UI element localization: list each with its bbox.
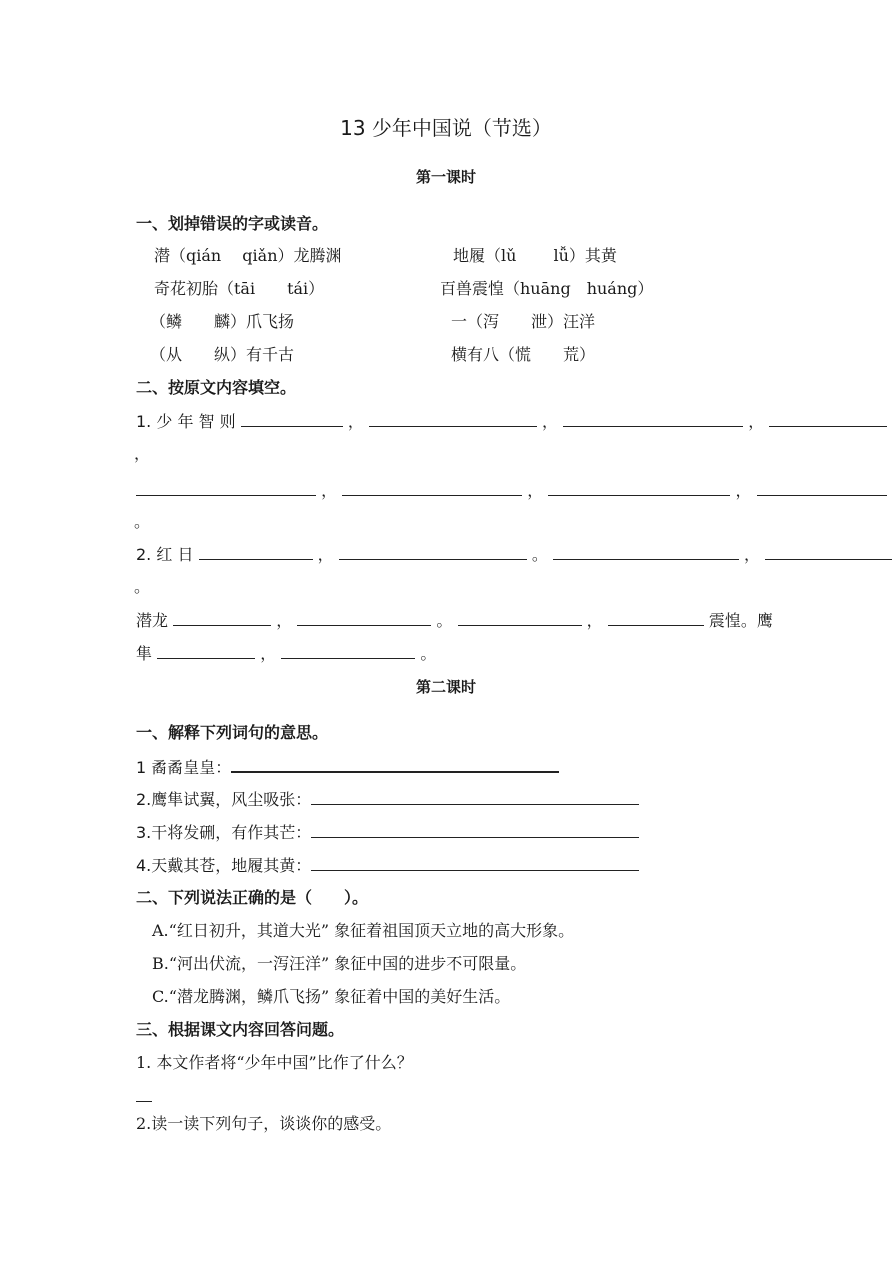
comma: ， <box>542 412 559 431</box>
blank-field[interactable] <box>545 756 559 773</box>
explain-item <box>136 822 639 843</box>
pinyin-item[interactable]: 奇花初胎（tāi tái） <box>154 279 325 298</box>
explain-item <box>136 855 639 876</box>
comma: ， <box>586 611 603 630</box>
blank-field[interactable] <box>625 789 639 805</box>
blank-field[interactable] <box>199 544 313 560</box>
blank-field[interactable] <box>157 643 255 659</box>
blank-field[interactable] <box>769 411 887 427</box>
comma: ， <box>317 545 334 564</box>
blank-field[interactable] <box>625 822 639 838</box>
comma: ， <box>748 412 765 431</box>
period: 。 <box>436 611 453 630</box>
char-item[interactable]: 横有八（慌 荒） <box>451 345 596 364</box>
l1-q1-title: 一、划掉错误的字或读音。 <box>136 214 329 233</box>
l2-q2-title: 二、下列说法正确的是（ ）。 <box>136 888 369 907</box>
char-item[interactable]: （鳞 麟）爪飞扬 <box>150 312 295 331</box>
comma: ， <box>321 481 338 500</box>
blank-field[interactable] <box>369 411 537 427</box>
period: 。 <box>134 512 151 531</box>
line-start-text: 1. 少 年 智 则 <box>136 412 236 431</box>
blank-field[interactable] <box>765 544 892 560</box>
question-item: 2.读一读下列句子，谈谈你的感受。 <box>136 1114 392 1133</box>
explain-label: 2.鹰隼试翼，风尘吸张： <box>136 790 312 809</box>
blank-field[interactable] <box>311 855 463 871</box>
l2-q3-title: 三、根据课文内容回答问题。 <box>136 1020 345 1039</box>
comma: ， <box>735 481 752 500</box>
fill-line-2 <box>136 480 887 501</box>
lesson-1-heading: 第一课时 <box>415 168 476 186</box>
blank-field[interactable] <box>311 822 463 838</box>
question-item: 1. 本文作者将“少年中国”比作了什么？ <box>136 1053 413 1072</box>
fill-line-5 <box>136 610 773 631</box>
pinyin-item[interactable]: 百兽震惶（huāng huáng） <box>440 279 654 298</box>
blank-field[interactable] <box>173 610 271 626</box>
blank-field[interactable] <box>311 789 463 805</box>
comma: ， <box>527 481 544 500</box>
blank-field[interactable] <box>342 480 522 496</box>
explain-item <box>136 756 559 778</box>
comma: ， <box>744 545 761 564</box>
blank-field[interactable] <box>553 544 739 560</box>
line-mid-text: 震惶。鹰 <box>708 611 773 630</box>
comma: ， <box>260 644 277 663</box>
blank-field[interactable] <box>231 756 383 773</box>
comma: ， <box>134 444 151 463</box>
blank-field[interactable] <box>241 411 343 427</box>
blank-field[interactable] <box>281 643 415 659</box>
line-start-text: 2. 红 日 <box>136 545 194 564</box>
blank-field[interactable] <box>339 544 527 560</box>
fill-line-1 <box>136 411 887 432</box>
comma: ， <box>276 611 293 630</box>
pinyin-item[interactable]: 地履（lǔ lǚ）其黄 <box>453 246 617 265</box>
explain-label: 4.天戴其苍，地履其黄： <box>136 856 312 875</box>
period: 。 <box>134 577 151 596</box>
l1-q2-title: 二、按原文内容填空。 <box>136 378 297 397</box>
fill-line-6 <box>136 643 436 664</box>
blank-field[interactable] <box>297 610 431 626</box>
explain-label: 1 矞矞皇皇： <box>136 758 232 777</box>
line-start-text: 潜龙 <box>136 611 169 630</box>
blank-field[interactable] <box>383 756 545 773</box>
blank-field[interactable] <box>608 610 704 626</box>
blank-field[interactable] <box>548 480 730 496</box>
blank-field[interactable] <box>463 789 625 805</box>
char-item[interactable]: 一（泻 泄）汪洋 <box>451 312 596 331</box>
blank-field[interactable] <box>463 822 625 838</box>
blank-field[interactable] <box>136 480 316 496</box>
char-item[interactable]: （从 纵）有千古 <box>150 345 295 364</box>
comma: ， <box>347 412 364 431</box>
fill-line-3 <box>136 544 892 565</box>
choice-option-a[interactable]: A.“红日初升，其道大光” 象征着祖国顶天立地的高大形象。 <box>152 921 575 940</box>
explain-label: 3.干将发硎，有作其芒： <box>136 823 312 842</box>
line-start-text: 隼 <box>136 644 153 663</box>
lesson-2-heading: 第二课时 <box>415 678 476 696</box>
worksheet-title: 13 少年中国说（节选） <box>340 116 552 140</box>
l2-q1-title: 一、解释下列词句的意思。 <box>136 723 329 742</box>
blank-field[interactable] <box>757 480 887 496</box>
blank-field[interactable] <box>463 855 625 871</box>
period: 。 <box>420 644 437 663</box>
period: 。 <box>531 545 548 564</box>
pinyin-item[interactable]: 潜（qián qiǎn）龙腾渊 <box>154 246 342 265</box>
choice-option-b[interactable]: B.“河出伏流，一泻汪洋” 象征中国的进步不可限量。 <box>152 954 527 973</box>
blank-field[interactable] <box>625 855 639 871</box>
choice-option-c[interactable]: C.“潜龙腾渊，鳞爪飞扬” 象征着中国的美好生活。 <box>152 987 511 1006</box>
blank-field[interactable] <box>458 610 582 626</box>
explain-item <box>136 789 639 810</box>
blank-field[interactable] <box>563 411 743 427</box>
answer-line[interactable] <box>136 1101 152 1102</box>
